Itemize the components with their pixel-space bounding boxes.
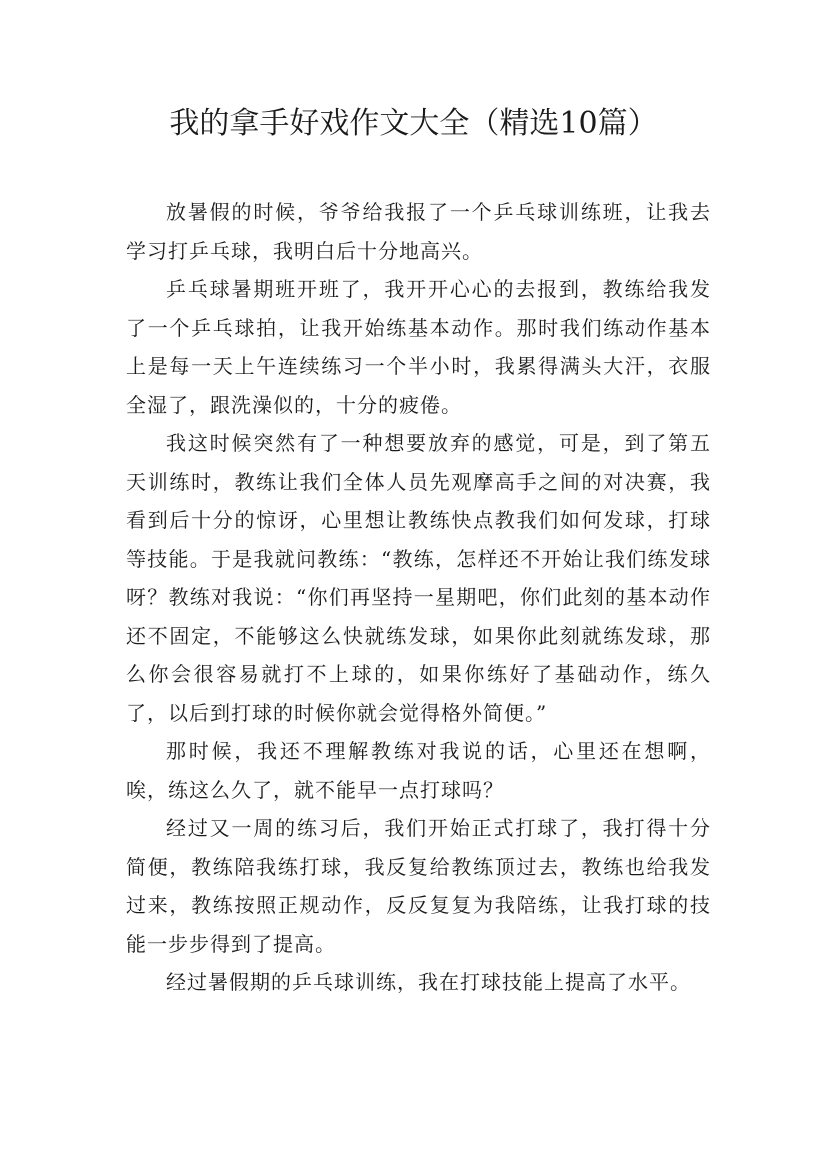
document-body [126,193,711,1002]
paragraph-5: 经过又一周的练习后，我们开始正式打球了，我打得十分简便，教练陪我练打球，我反复给教练顶过去，教练也给我发过来，教练按照正规动作，反反复复为我陪练，让我打球的技能一步步得到了提高。 [126,816,711,956]
paragraph-6: 经过暑假期的乒乓球训练，我在打球技能上提高了水平。 [166,970,691,994]
paragraph-1: 放暑假的时候，爷爷给我报了一个乒乓球训练班，让我去学习打乒乓球，我明白后十分地高兴。 [126,200,711,263]
paragraph-2: 乒乓球暑期班开班了，我开开心心的去报到，教练给我发了一个乒乓球拍，让我开始练基本动作。那时我们练动作基本上是每一天上午连续练习一个半小时，我累得满头大汗，衣服全湿了，跟洗澡似的，十分的疲倦。 [126,277,711,417]
paragraph-4: 那时候，我还不理解教练对我说的话，心里还在想啊，唉，练这么久了，就不能早一点打球吗？ [126,739,711,802]
document-title: 我的拿手好戏作文大全（精选10篇） [169,106,658,141]
paragraph-3: 我这时候突然有了一种想要放弃的感觉，可是，到了第五天训练时，教练让我们全体人员先观摩高手之间的对决赛，我看到后十分的惊讶，心里想让教练快点教我们如何发球，打球等技能。于是我就问教练：“教练，怎样还不开始让我们练发球呀？教练对我说：“你们再坚持一星期吧，你们此刻的基本动作还不固定，不能够这么快就练发球，如果你此刻就练发球，那么你会很容易就打不上球的，如果你练好了基础动作，练久了，以后到打球的时候你就会觉得格外简便。” [126,431,711,725]
